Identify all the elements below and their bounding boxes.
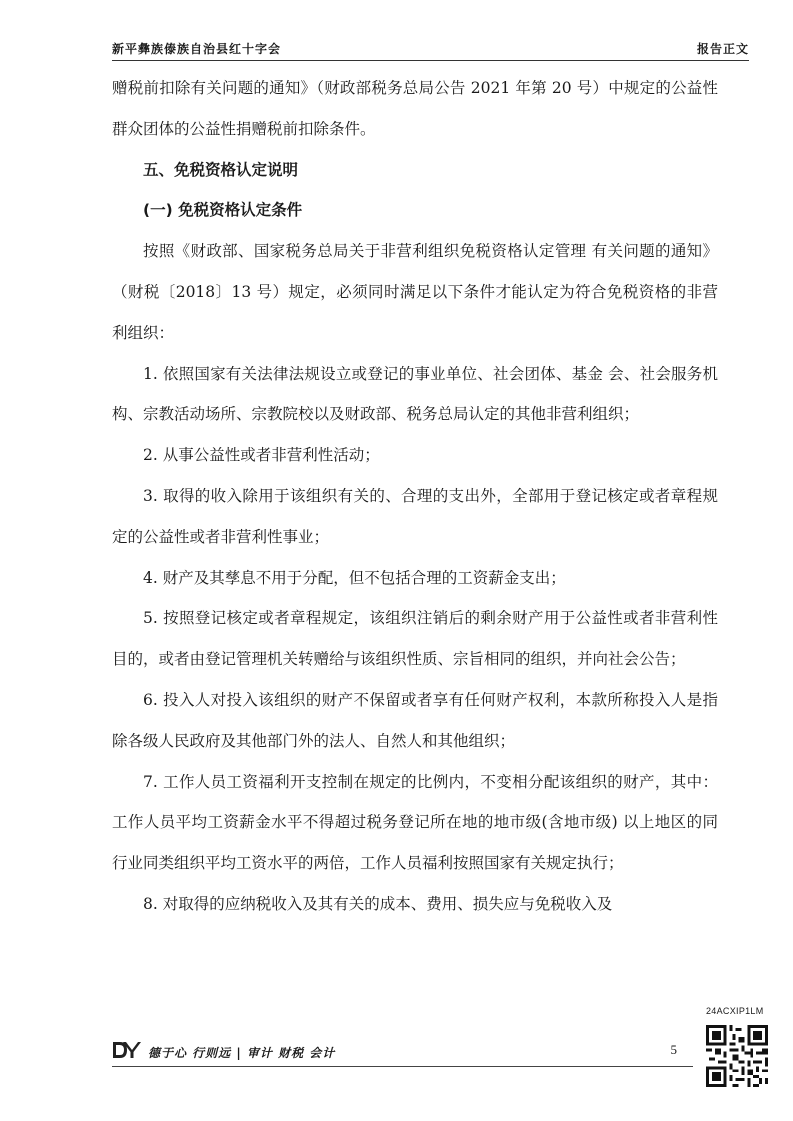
page-number: 5 [670,1042,677,1057]
condition-item-8: 8. 对取得的应纳税收入及其有关的成本、费用、损失应与免税收入及 [143,894,613,913]
condition-item-7: 7. 工作人员工资福利开支控制在规定的比例内，不变相分配该组织的财产，其中：工作人员平均工资薪金水平不得超过税务登记所在地的地市级(含地市级) 以上地区的同行业同类组织平均工资水平的两倍，工作人员福利按照国家有关规定执行； [112,772,718,873]
condition-item-5: 5. 按照登记核定或者章程规定，该组织注销后的剩余财产用于公益性或者非营利性目的，或者由登记管理机关转赠给与该组织性质、宗旨相同的组织，并向社会公告； [112,609,718,669]
subsection-heading: (一) 免税资格认定条件 [143,201,303,220]
document-section-tag: 报告正文 [696,42,749,56]
firm-logo-icon [112,1040,142,1060]
header-rule [112,60,749,61]
footer-rule [112,1066,693,1067]
condition-item-2: 2. 从事公益性或者非营利性活动； [143,446,380,465]
section-heading: 五、免税资格认定说明 [143,160,299,179]
organization-name: 新平彝族傣族自治县红十字会 [112,42,282,56]
paragraph-intro: 按照《财政部、国家税务总局关于非营利组织免税资格认定管理 有关问题的通知》（财税〔2018〕13 号）规定，必须同时满足以下条件才能认定为符合免税资格的非营利组织： [112,242,718,342]
page-header [112,38,749,60]
page-footer [112,1040,693,1070]
qr-code-icon [706,1025,768,1087]
paragraph-continued: 赠税前扣除有关问题的通知》（财政部税务总局公告 2021 年第 20 号）中规定的公益性群众团体的公益性捐赠税前扣除条件。 [112,79,718,138]
document-body [112,68,718,925]
qr-code-label: 24ACXIP1LM [706,1006,764,1016]
condition-item-6: 6. 投入人对投入该组织的财产不保留或者享有任何财产权利，本款所称投入人是指除各级人民政府及其他部门外的法人、自然人和其他组织； [112,690,718,750]
firm-slogan: 德于心 行则远 | 审计 财税 会计 [148,1046,336,1060]
condition-item-4: 4. 财产及其孳息不用于分配，但不包括合理的工资薪金支出； [143,568,566,587]
condition-item-1: 1. 依照国家有关法律法规设立或登记的事业单位、社会团体、基金 会、社会服务机构、宗教活动场所、宗教院校以及财政部、税务总局认定的其他非营利组织； [112,364,718,424]
condition-item-3: 3. 取得的收入除用于该组织有关的、合理的支出外，全部用于登记核定或者章程规定的公益性或者非营利性事业； [112,486,718,546]
